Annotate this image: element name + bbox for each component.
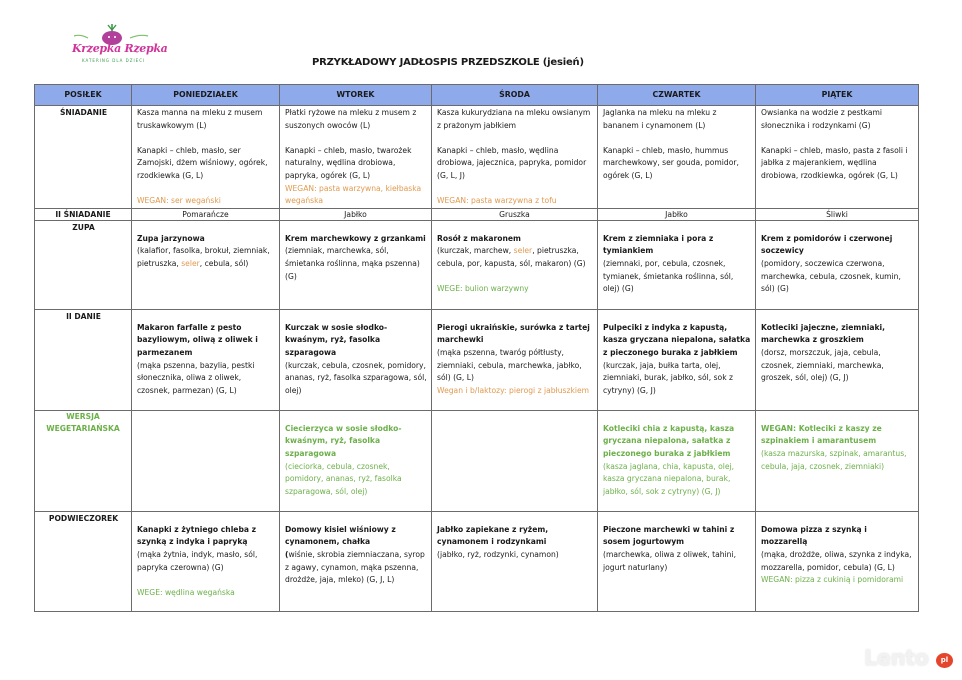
dish-title: WEGAN: Kotleciki z kaszy ze szpinakiem i amarantusem [761,423,882,446]
watermark-badge: pl [936,653,953,668]
dish-ingredients: (cieciorka, cebula, czosnek, pomidory, ananas, ryż, fasolka szparagowa, sól, olej) [285,461,402,496]
main-course-thursday [598,309,756,410]
row-label-breakfast: ŚNIADANIE [35,106,132,209]
ingredients-text: , pietruszka, cebula, por, kapusta, sól, makaron) (G) [437,246,586,268]
main-course-tuesday [280,309,432,410]
page-title: PRZYKŁADOWY JADŁOSPIS PRZEDSZKOLE (jesień) [312,57,584,68]
dish-main: Kasza kukurydziana na mleku owsianym z prażonym jabłkiem [437,108,591,130]
table-row-breakfast [35,106,919,209]
dish-title: Zupa jarzynowa [137,233,205,243]
breakfast-friday [756,106,919,209]
dish-title: Kanapki z żytniego chleba z szynką z indyka i papryką [137,524,257,547]
dish-ingredients: (mąka pszenna, bazylia, pestki słonecznika, oliwa z oliwek, czosnek, parmezan) (G, L) [137,360,255,395]
dish-title: Ciecierzyca w sosie słodko-kwaśnym, ryż, fasolka szparagowa [285,423,402,458]
dish-sandwiches: Kanapki – chleb, masło, pasta z fasoli i jabłka z majerankiem, wędlina drobiowa, rzodkiewka, ogórek (G, L) [761,145,908,180]
column-header-wednesday: ŚRODA [432,85,598,106]
vege-note: WEGE: bulion warzywny [437,284,529,294]
main-course-monday [132,309,280,410]
dish-ingredients: (dorsz, morszczuk, jaja, cebula, czosnek, ziemniaki, marchewka, groszek, sól, olej) (G, J) [761,347,884,383]
table-row-vegetarian [35,410,919,511]
row-label-afternoon-snack: PODWIECZOREK [35,511,132,611]
vegan-note: WEGAN: pasta warzywna, kiełbaska wegańska [285,183,422,206]
dish-ingredients: (mąka żytnia, indyk, masło, sól, papryka czerowna) (G) [137,549,258,572]
main-course-friday [756,309,919,410]
logo-name: Krzepka Rzepka [72,42,168,55]
dish-title: Jabłko zapiekane z ryżem, cynamonem i rodzynkami [437,524,549,547]
vegetarian-monday [132,410,280,511]
table-row-second-breakfast [35,208,919,220]
vegetarian-wednesday [432,410,598,511]
row-label-main-course: II DANIE [35,309,132,410]
dish-ingredients [137,245,275,270]
logo-tagline: KATERING DLA DZIECI [82,58,146,63]
allergen-highlight: seler [513,246,533,256]
dish-ingredients: (kasza mazurska, szpinak, amarantus, cebula, jaja, czosnek, ziemniaki) [761,448,907,471]
ingredients-paren: ( [285,549,289,559]
vegan-note: Wegan i b/laktozy: pierogi z jabłuszkiem [437,385,590,395]
breakfast-thursday [598,106,756,209]
dish-sandwiches: Kanapki – chleb, masło, wędlina drobiowa, jajecznica, papryka, pomidor (G, L, J) [437,145,587,180]
column-header-thursday: CZWARTEK [598,85,756,106]
dish-ingredients: (ziemnaki, por, cebula, czosnek, tymianek, śmietanka roślinna, sól, olej) (G) [603,258,734,294]
dish-ingredients: (kurczak, jaja, bułka tarta, olej, ziemniaki, burak, jabłko, sól, sok z cytryny) (G, J) [603,360,733,395]
dish-ingredients: (ziemniak, marchewka, sól, śmietanka roślinna, mąka pszenna) (G) [285,246,420,281]
dish-ingredients: (pomidory, soczewica czerwona, marchewka, cebula, czosnek, kumin, sól) (G) [761,258,901,294]
dish-title: Pieczone marchewki w tahini z sosem jogurtowym [603,524,735,547]
row-label-soup: ZUPA [35,220,132,309]
dish-ingredients [285,549,427,587]
second-breakfast-friday: Śliwki [756,208,919,220]
dish-title: Krem marchewkowy z grzankami [285,233,426,243]
soup-thursday [598,220,756,309]
breakfast-monday [132,106,280,209]
ingredients-text: , cebula, sól) [199,258,249,268]
table-header-row [35,85,919,106]
ingredients-text: (kalafior, fasolka, brokuł, ziemniak, pietruszka, [137,246,270,268]
afternoon-snack-friday [756,511,919,611]
vegan-note: WEGAN: ser wegański [137,196,221,206]
vegan-note: WEGAN: pasta warzywna z tofu [437,196,557,206]
dish-ingredients: (kurczak, cebula, czosnek, pomidory, ananas, ryż, fasolka szparagowa, sól, olej) [285,360,427,395]
row-label-vegetarian: WERSJA WEGETARIAŃSKA [35,410,132,511]
dish-ingredients: (mąka pszenna, twaróg półtłusty, ziemniaki, cebula, marchewka, jabłko, sól) (G, L) [437,347,582,383]
dish-title: Rosół z makaronem [437,233,521,243]
ingredients-text: wiśnie, skrobia ziemniaczana, syrop z agawy, cynamon, mąka pszenna, drożdże, jaja, mleko) (G, J, L) [285,549,425,585]
column-header-monday: PONIEDZIAŁEK [132,85,280,106]
afternoon-snack-monday [132,511,280,611]
dish-sandwiches: Kanapki – chleb, masło, ser Zamojski, dżem wiśniowy, ogórek, rzodkiewka (G, L) [137,145,268,180]
dish-ingredients [437,245,593,270]
soup-tuesday [280,220,432,309]
dish-title: Kurczak w sosie słodko-kwaśnym, ryż, fasolka szparagowa [285,322,388,357]
second-breakfast-tuesday: Jabłko [280,208,432,220]
brand-logo [68,22,168,70]
dish-main: Płatki ryżowe na mleku z musem z suszonych owoców (L) [285,108,417,130]
watermark-logo: Lento [864,646,929,670]
ingredients-text: (kurczak, marchew, [437,246,514,256]
dish-title: Krem z ziemniaka i pora z tymiankiem [603,233,714,256]
dish-main: Jaglanka na mleku na mleku z bananem i cynamonem (L) [603,108,717,130]
table-row-soup [35,220,919,309]
afternoon-snack-thursday [598,511,756,611]
dish-sandwiches: Kanapki – chleb, masło, twarożek naturalny, wędlina drobiowa, papryka, ogórek (G, L) [285,145,412,180]
dish-title: Kotleciki chia z kapustą, kasza gryczana niepalona, sałatka z pieczonego buraka z jabłkiem [603,423,735,458]
afternoon-snack-wednesday [432,511,598,611]
second-breakfast-monday: Pomarańcze [132,208,280,220]
vegan-note: WEGAN: pizza z cukinią i pomidorami [761,575,904,585]
dish-sandwiches: Kanapki – chleb, masło, hummus marchewkowy, ser gouda, pomidor, ogórek (G, L) [603,145,739,180]
dish-title: Krem z pomidorów i czerwonej soczewicy [761,233,893,256]
second-breakfast-thursday: Jabłko [598,208,756,220]
main-course-wednesday [432,309,598,410]
dish-title: Domowa pizza z szynką i mozzarellą [761,524,867,547]
afternoon-snack-tuesday [280,511,432,611]
dish-title: Pulpeciki z indyka z kapustą, kasza gryczana niepalona, sałatka z pieczonego buraka z jabłkiem [603,322,751,357]
dish-title: Kotleciki jajeczne, ziemniaki, marchewka z groszkiem [761,322,885,345]
dish-ingredients: (jabłko, ryż, rodzynki, cynamon) [437,549,559,559]
dish-main: Owsianka na wodzie z pestkami słonecznika i rodzynkami (G) [761,108,883,130]
dish-title: Pierogi ukraińskie, surówka z tartej marchewki [437,322,590,345]
allergen-highlight: seler [181,258,200,268]
breakfast-tuesday [280,106,432,209]
column-header-meal: POSIŁEK [35,85,132,106]
dish-ingredients: (marchewka, oliwa z oliwek, tahini, jogurt naturlany) [603,549,736,572]
vege-note: WEGE: wędlina wegańska [137,587,235,597]
soup-friday [756,220,919,309]
vegetarian-friday [756,410,919,511]
menu-table [34,84,919,612]
table-row-main-course [35,309,919,410]
vegetarian-tuesday [280,410,432,511]
dish-title: Makaron farfalle z pesto bazyliowym, oliwą z oliwek i parmezanem [137,322,258,357]
dish-main: Kasza manna na mleku z musem truskawkowym (L) [137,108,263,130]
dish-ingredients: (mąka, drożdże, oliwa, szynka z indyka, mozzarella, pomidor, cebula) (G, L) [761,549,912,572]
column-header-tuesday: WTOREK [280,85,432,106]
breakfast-wednesday [432,106,598,209]
second-breakfast-wednesday: Gruszka [432,208,598,220]
row-label-second-breakfast: II ŚNIADANIE [35,208,132,220]
soup-monday [132,220,280,309]
dish-title: Domowy kisiel wiśniowy z cynamonem, chałka [285,524,396,547]
vegetarian-thursday [598,410,756,511]
table-row-afternoon-snack [35,511,919,611]
column-header-friday: PIĄTEK [756,85,919,106]
dish-ingredients: (kasza jaglana, chia, kapusta, olej, kasza gryczana niepalona, burak, jabłko, sól, sok z cytryny) (G, J) [603,461,735,496]
soup-wednesday [432,220,598,309]
